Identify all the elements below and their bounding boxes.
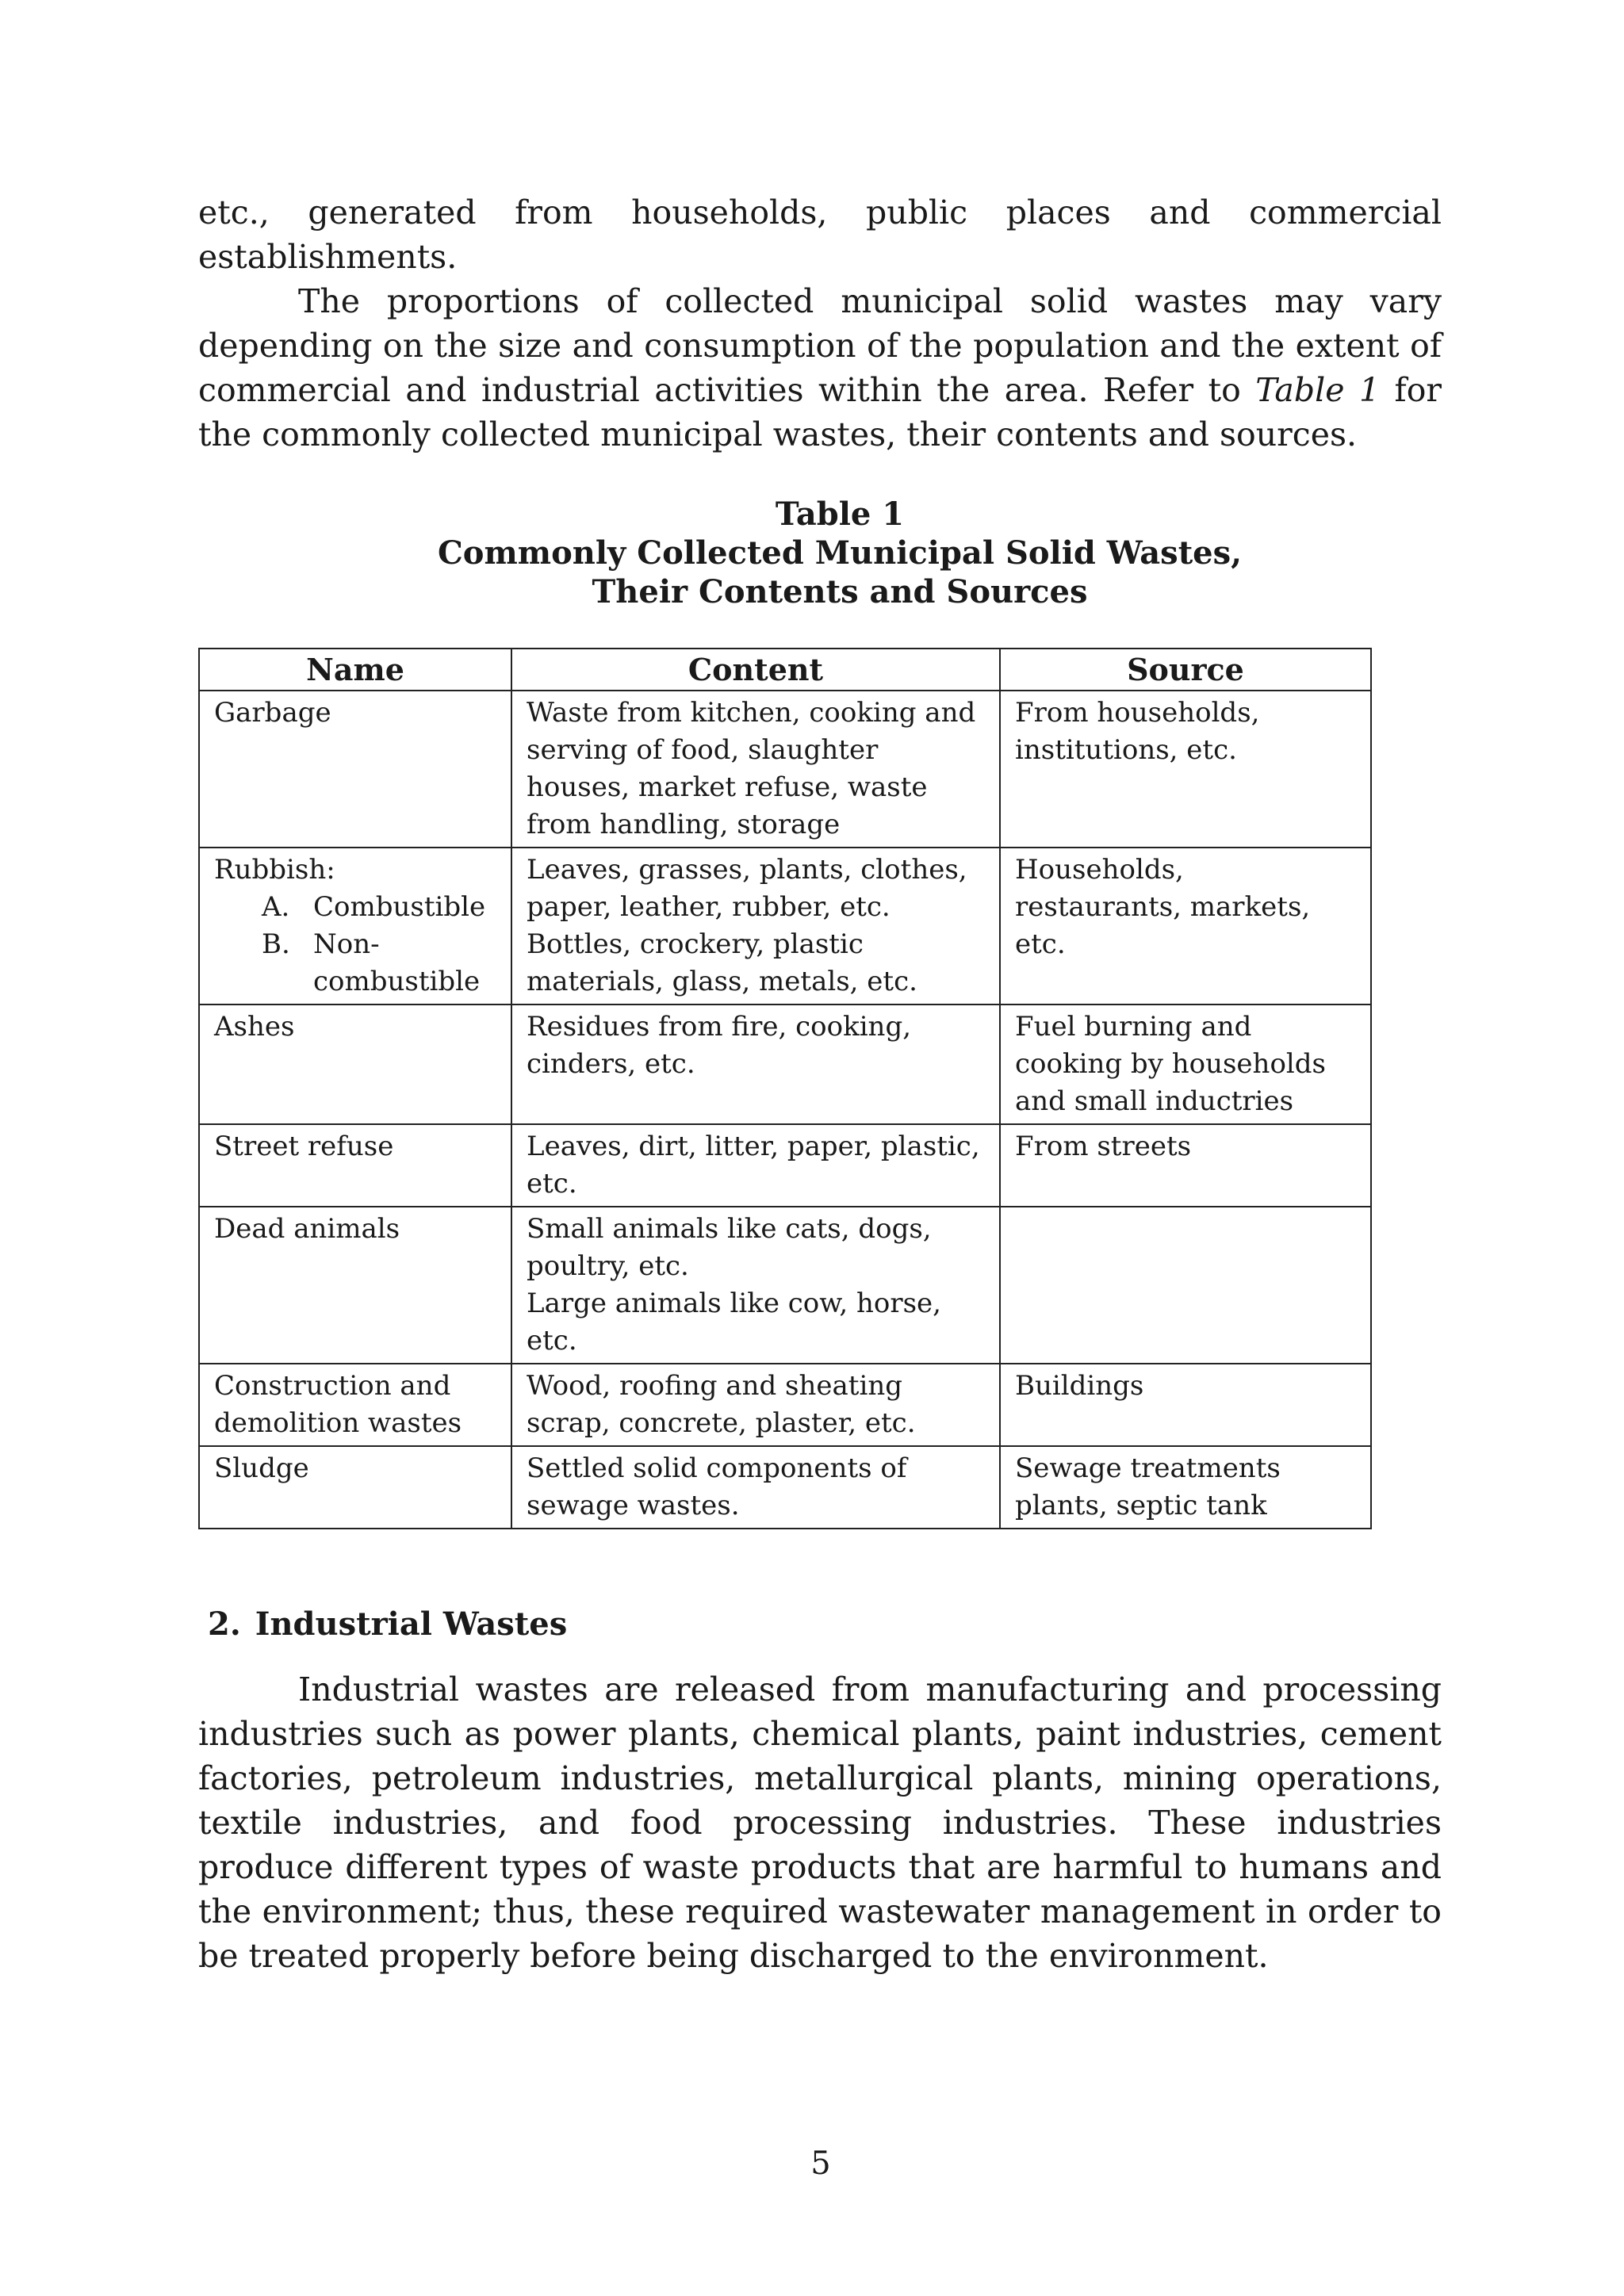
paragraph-continuation-line: etc., generated from households, public places and commercial: [198, 193, 1442, 232]
table-row: [199, 1004, 1371, 1124]
cell-source: Sewage treatments plants, septic tank: [1000, 1446, 1371, 1529]
cell-source: From streets: [1000, 1124, 1371, 1207]
table-caption: [218, 495, 1461, 611]
cell-content: Wood, roofing and sheating scrap, concrete, plaster, etc.: [511, 1364, 1000, 1446]
paragraph-text: for the commonly collected municipal wastes, their contents and sources.: [198, 371, 1442, 453]
table-number: Table 1: [775, 496, 905, 533]
paragraph-text: The proportions of collected municipal solid wastes may vary depending on the size and consumption of the population and the extent of commercial and industrial activities within the area. Refer to: [198, 282, 1442, 409]
cell-content: Leaves, dirt, litter, paper, plastic, etc.: [511, 1124, 1000, 1207]
table-row: [199, 691, 1371, 848]
rubbish-label: Rubbish:: [214, 854, 335, 886]
cell-content: [511, 1207, 1000, 1364]
list-marker: A.: [262, 891, 290, 923]
table-row: [199, 848, 1371, 1004]
cell-content: Settled solid components of sewage wastes.: [511, 1446, 1000, 1529]
table-row: [199, 1124, 1371, 1207]
waste-table: [198, 648, 1372, 1529]
cell-source: From households, institutions, etc.: [1000, 691, 1371, 848]
cell-name: Garbage: [199, 691, 511, 848]
table-header-row: [199, 649, 1371, 691]
table-row: [199, 1207, 1371, 1364]
paragraph-proportions: [198, 279, 1442, 457]
content-line: Small animals like cats, dogs, poultry, etc.: [527, 1213, 932, 1282]
paragraph-industrial-wastes: Industrial wastes are released from manufacturing and processing industries such as power plants, chemical plants, paint industries, cement factories, petroleum industries, metallurgical plants, mining operations, textile industries, and food processing industries. These industries produce different types of waste products that are harmful to humans and the environment; thus, these required wastewater management in order to be treated properly before being discharged to the environment.: [198, 1670, 1442, 1975]
table-row: [199, 1446, 1371, 1529]
list-item: [262, 889, 496, 926]
document-page: [198, 190, 1442, 1978]
cell-name: Ashes: [199, 1004, 511, 1124]
paragraph-continuation-end: establishments.: [198, 238, 458, 276]
rubbish-sub-list: [214, 889, 496, 1001]
section-title: Industrial Wastes: [255, 1605, 568, 1643]
cell-content: Residues from fire, cooking, cinders, etc.: [511, 1004, 1000, 1124]
page-number: 5: [810, 2145, 831, 2182]
column-header-source: Source: [1000, 649, 1371, 691]
cell-name: Dead animals: [199, 1207, 511, 1364]
table-title-line: Commonly Collected Municipal Solid Wastes,: [437, 534, 1243, 572]
cell-name: Sludge: [199, 1446, 511, 1529]
cell-source: Households, restaurants, markets, etc.: [1000, 848, 1371, 1004]
column-header-name: Name: [199, 649, 511, 691]
cell-source: Fuel burning and cooking by households and small inductries: [1000, 1004, 1371, 1124]
section-number: 2.: [208, 1605, 241, 1643]
cell-source: [1000, 1207, 1371, 1364]
cell-name: Construction and demolition wastes: [199, 1364, 511, 1446]
list-item-text: Non-combustible: [313, 928, 481, 997]
cell-content: Leaves, grasses, plants, clothes, paper, leather, rubber, etc. Bottles, crockery, plastic materials, glass, metals, etc.: [511, 848, 1000, 1004]
cell-content: Waste from kitchen, cooking and serving of food, slaughter houses, market refuse, waste from handling, storage: [511, 691, 1000, 848]
table-reference: Table 1: [1255, 371, 1381, 409]
list-marker: B.: [262, 928, 290, 960]
cell-name: [199, 848, 511, 1004]
list-item-text: Combustible: [313, 891, 486, 923]
table-title-line: Their Contents and Sources: [592, 573, 1088, 610]
table-row: [199, 1364, 1371, 1446]
column-header-content: Content: [511, 649, 1000, 691]
content-line: Large animals like cow, horse, etc.: [527, 1288, 941, 1357]
list-item: [262, 926, 496, 1001]
section-heading: [208, 1602, 1442, 1647]
cell-source: Buildings: [1000, 1364, 1371, 1446]
cell-name: Street refuse: [199, 1124, 511, 1207]
